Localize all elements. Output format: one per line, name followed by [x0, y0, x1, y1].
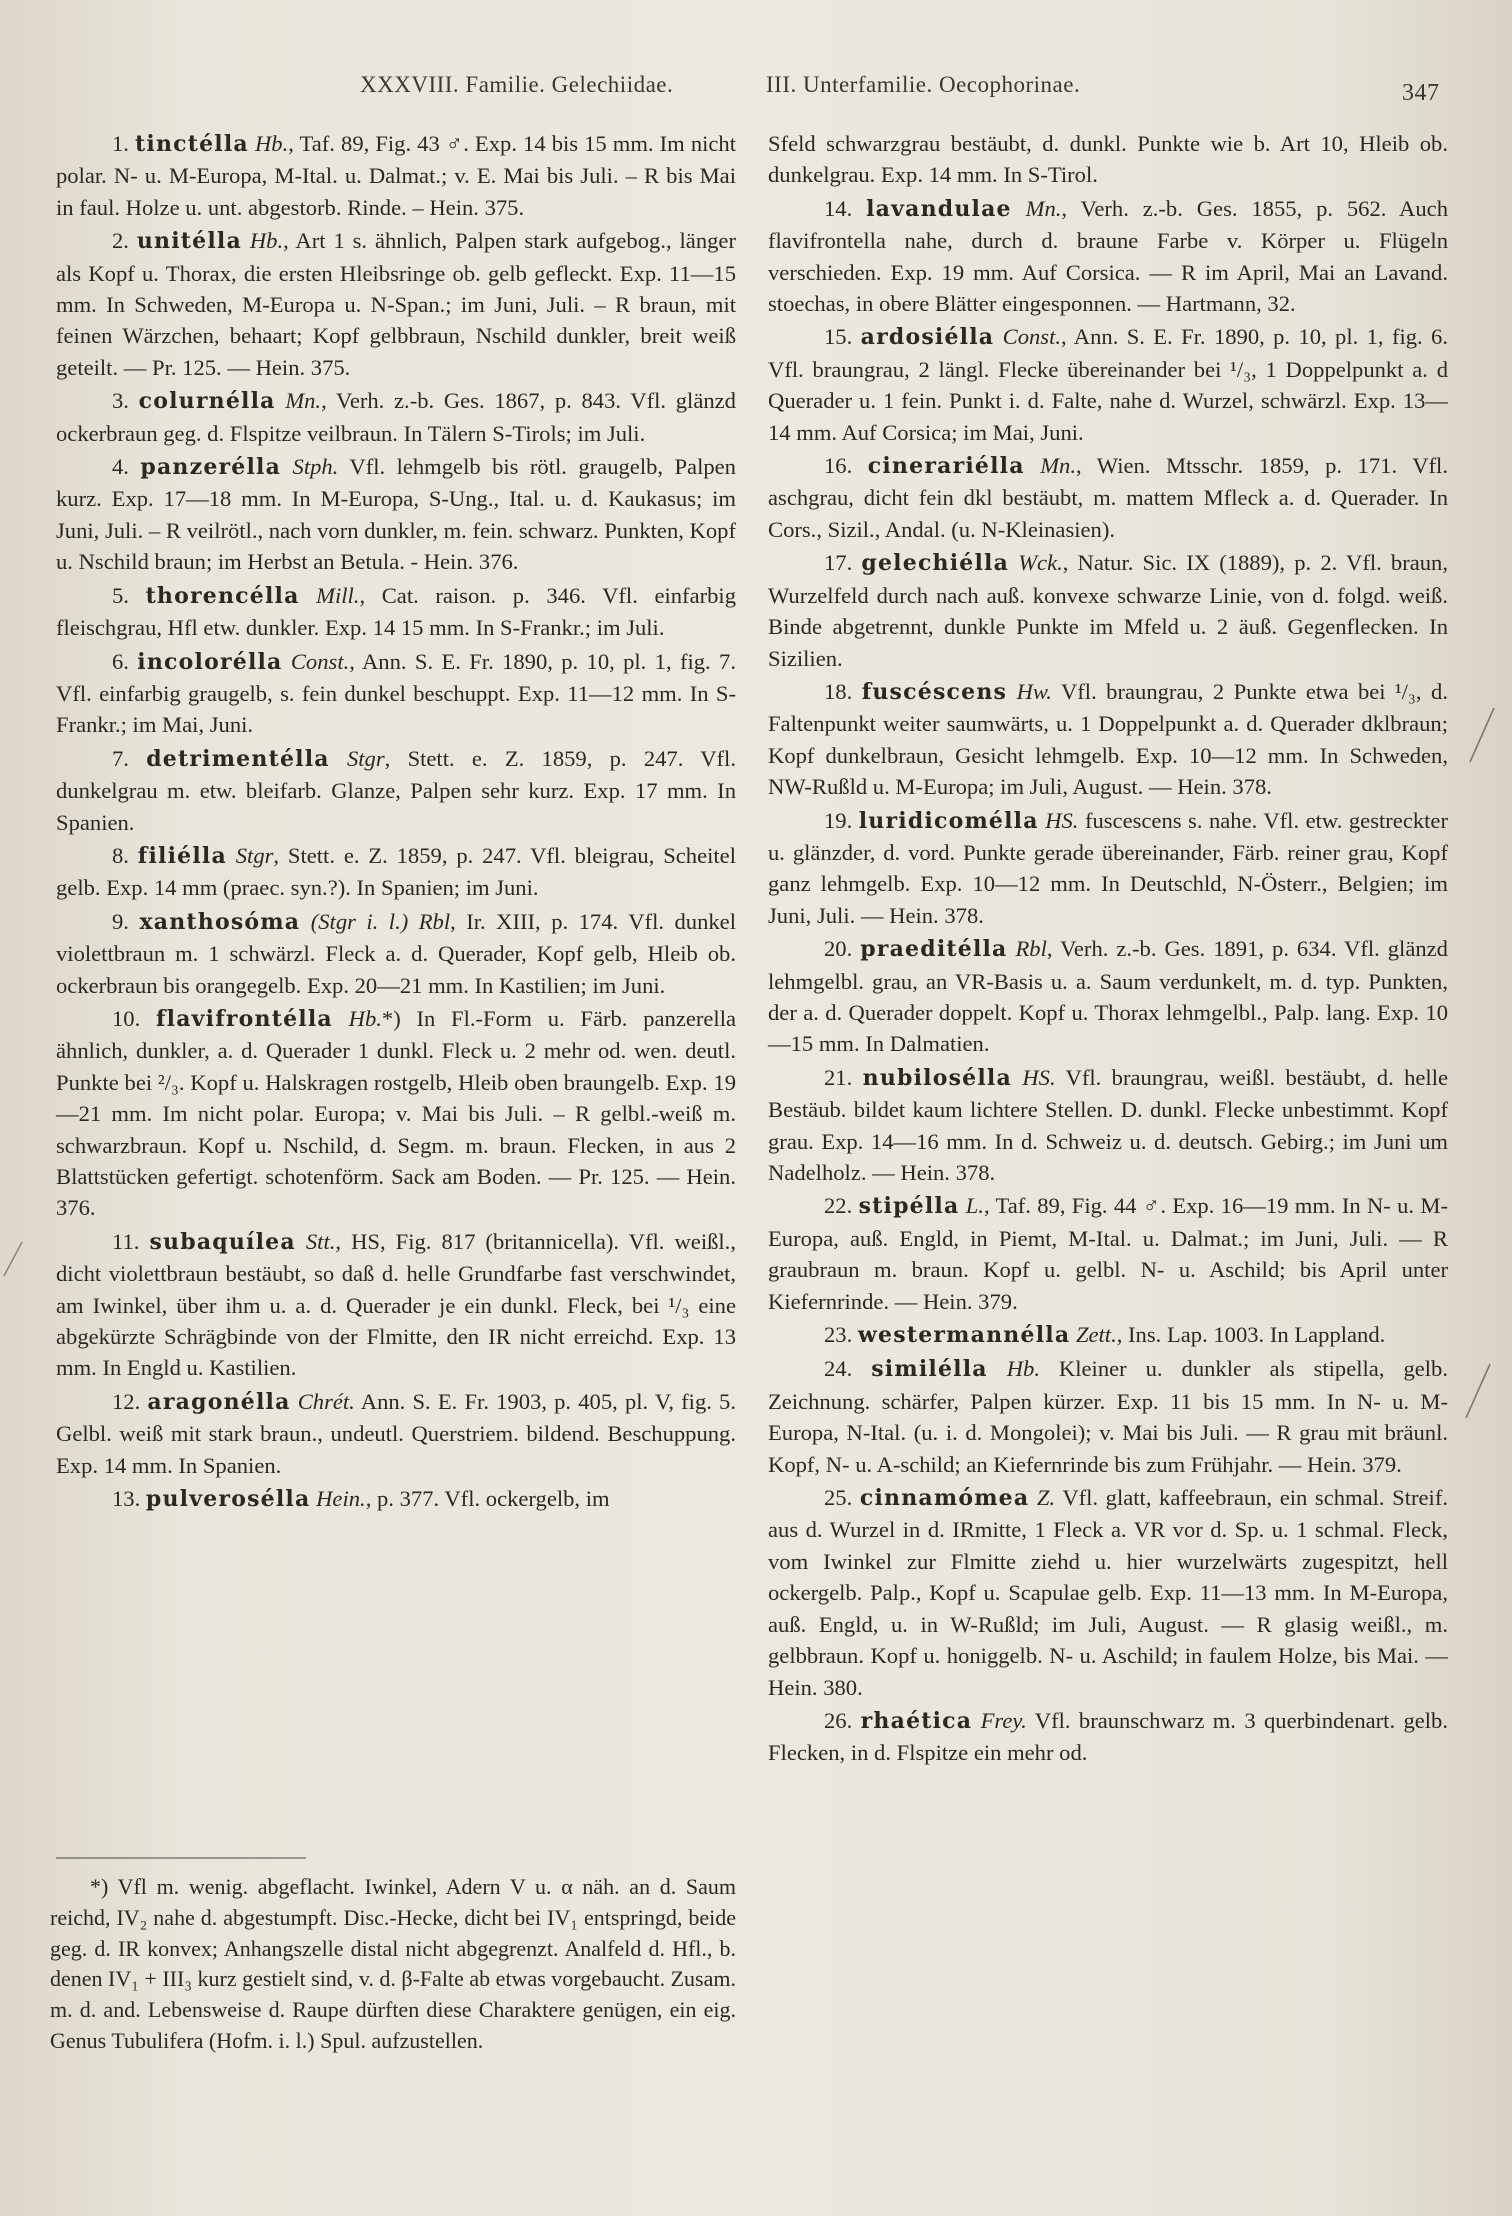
- species-entry: [56, 646, 736, 741]
- entry-description: , Verh. z.-b. Ges. 1855, p. 562. Auch flavifrontella nahe, durch d. braune Farbe v. Körper u. Flügeln verschieden. Exp. 19 mm. Auf Corsica. — R im April, Mai an Lavand. stoechas, in obere Blätter eingesponnen. — Hartmann, 32.: [768, 195, 1448, 317]
- entry-number: 26.: [824, 1707, 853, 1733]
- entry-number: 23.: [824, 1322, 853, 1348]
- entry-number: 9.: [112, 908, 129, 934]
- species-name: pulverosélla: [145, 1486, 311, 1513]
- species-name: similélla: [871, 1356, 988, 1383]
- entry-number: 18.: [824, 678, 853, 704]
- entry-description: , Wien. Mtsschr. 1859, p. 171. Vfl. aschgrau, dicht fein dkl bestäubt, m. mattem Mfleck a. d. Querader. In Cors., Sizil., Andal. (u. N-Kleinasien).: [768, 453, 1448, 542]
- author-citation: Chrét.: [297, 1388, 355, 1414]
- species-entry: [56, 1226, 736, 1384]
- species-entry: [768, 1353, 1448, 1480]
- entry-description: , Verh. z.-b. Ges. 1891, p. 634. Vfl. glänzd lehmgelbl. grau, an VR-Basis u. a. Saum verdunkelt, m. d. typ. Punkten, der a. d. Querader doppelt. Kopf u. Thorax lehmgelbl., Palp. lang. Exp. 10—15 mm. In Dalmatien.: [768, 936, 1448, 1057]
- species-name: gelechiélla: [861, 550, 1010, 577]
- species-name: thorencélla: [145, 582, 300, 609]
- entry-description: Vfl. braungrau, weißl. bestäubt, d. helle Bestäub. bildet kaum lichtere Stellen. D. dunkl. Flecke unbestimmt. Kopf grau. Exp. 14—16 mm. In d. Schweiz u. d. deutsch. Gebirg.; im Juni um Nadelholz. — Hein. 378.: [768, 1064, 1448, 1185]
- species-name: nubilosélla: [862, 1064, 1012, 1091]
- author-citation: Mn.: [285, 388, 322, 414]
- entry-description: , Ann. S. E. Fr. 1890, p. 10, pl. 1, fig. 7. Vfl. einfarbig graugelb, s. fein dunkel beschuppt. Exp. 11—12 mm. In S-Frankr.; im Mai, Juni.: [56, 648, 736, 738]
- entry-description: Sfeld schwarzgrau bestäubt, d. dunkl. Punkte wie b. Art 10, Hleib ob. dunkelgrau. Exp. 14 mm. In S-Tirol.: [768, 131, 1448, 188]
- species-entry: [768, 321, 1448, 448]
- species-name: panzerélla: [140, 454, 282, 481]
- species-entry: [56, 225, 736, 383]
- entry-description: *) In Fl.-Form u. Färb. panzerella ähnlich, dunkler, a. d. Querader 1 dunkl. Fleck u. 2 mehr od. wen. deutl. Punkte bei ²/₃. Kopf u. Halskragen rostgelb, Hleib oben braungelb. Exp. 19—21 mm. Im nicht polar. Europa; v. Mai bis Juli. – R gelbl.-weiß m. schwarzbraun. Kopf u. Nschild, d. Segm. m. braun. Flecken, in aus 2 Blattstücken gefertigt. schotenförm. Sack am Boden. — Pr. 125. — Hein. 376.: [56, 1005, 737, 1221]
- author-citation: Stph.: [292, 454, 339, 480]
- entry-number: 8.: [112, 842, 129, 868]
- author-citation: Zett.: [1075, 1322, 1117, 1348]
- species-entry: [56, 906, 736, 1001]
- species-entry: [56, 743, 736, 838]
- species-entry: [768, 547, 1448, 674]
- left-column: [56, 128, 736, 1517]
- species-name: praeditélla: [860, 936, 1008, 963]
- species-name: tinctélla: [135, 131, 249, 157]
- species-entry: [56, 1003, 736, 1224]
- author-citation: Frey.: [980, 1707, 1027, 1733]
- footnote-rule: [56, 1856, 306, 1860]
- entry-number: 5.: [112, 582, 129, 608]
- author-citation: Wck.: [1018, 550, 1063, 576]
- footnote: *) Vfl m. wenig. abgeflacht. Iwinkel, Adern V u. α näh. an d. Saum reichd, IV₂ nahe d. abgestumpft. Disc.-Hecke, dicht bei IV₁ entspringd, beide geg. d. IR konvex; Anhangszelle distal nicht abgegrenzt. Analfeld d. Hfl., b. denen IV₁ + III₃ kurz gestielt sind, v. d. β-Falte ab etwas vorgebaucht. Zusam. m. d. and. Lebensweise d. Raupe dürften diese Charaktere genügen, ein eig. Genus Tubulifera (Hofm. i. l.) Spul. aufzustellen.: [50, 1874, 736, 2053]
- margin-pencil-mark: [0, 1232, 30, 1282]
- species-entry: [56, 840, 736, 904]
- entry-number: 19.: [824, 807, 853, 833]
- entry-number: 11.: [112, 1228, 140, 1254]
- entry-description: fuscescens s. nahe. Vfl. etw. gestreckter u. glänzder, d. vord. Punkte gerade übereinander, Färb. reiner grau, Kopf ganz lehmgelb. Exp. 10—12 mm. In Deutschld, N-Österr., Belgien; im Juni, Juli. — Hein. 378.: [768, 807, 1448, 928]
- species-name: luridicomélla: [858, 807, 1039, 834]
- right-column: [768, 128, 1448, 1771]
- entry-description: , Ins. Lap. 1003. In Lappland.: [1116, 1322, 1386, 1348]
- species-entry: [768, 676, 1448, 803]
- species-entry: [56, 385, 736, 449]
- author-citation: (Stgr i. l.) Rbl: [310, 908, 451, 934]
- species-name: westermannélla: [857, 1322, 1071, 1349]
- author-citation: Hb.: [249, 228, 284, 254]
- species-name: cinerariélla: [867, 453, 1025, 480]
- author-citation: Z.: [1036, 1485, 1056, 1511]
- species-entry: [768, 1319, 1448, 1351]
- entry-number: 6.: [112, 648, 129, 674]
- author-citation: Stgr: [346, 745, 385, 771]
- species-entry: [56, 451, 736, 578]
- entry-number: 14.: [824, 195, 853, 221]
- entry-number: 20.: [824, 936, 853, 962]
- species-name: cinnamómea: [859, 1485, 1030, 1512]
- entry-description: , p. 377. Vfl. ockergelb, im: [365, 1486, 610, 1512]
- entry-description: , Cat. raison. p. 346. Vfl. einfarbig fleischgrau, Hfl etw. dunkler. Exp. 14 15 mm. In S-Frankr.; im Juli.: [56, 582, 736, 641]
- species-name: stipélla: [858, 1193, 960, 1220]
- species-name: ardosiélla: [860, 324, 995, 351]
- entry-description: Ann. S. E. Fr. 1903, p. 405, pl. V, fig. 5. Gelbl. weiß mit stark braun., undeutl. Querstriem. bildend. Beschuppung. Exp. 14 mm. In Spanien.: [56, 1388, 736, 1478]
- species-name: aragonélla: [147, 1388, 291, 1415]
- author-citation: Stt.: [305, 1228, 336, 1254]
- author-citation: Hb.: [254, 131, 289, 156]
- species-entry: [768, 1482, 1448, 1703]
- entry-description: , Art 1 s. ähnlich, Palpen stark aufgebog., länger als Kopf u. Thorax, die ersten Hleibsringe ob. gelb gefleckt. Exp. 11—15 mm. In Schweden, M-Europa u. N-Span.; im Juni, Juli. – R braun, mit feinen Wärzchen, behaart; Kopf gelbbraun, Nschild dunkler, breit weiß geteilt. — Pr. 125. — Hein. 375.: [56, 228, 736, 380]
- author-citation: Rbl: [1015, 936, 1047, 962]
- author-citation: Hb.: [1006, 1356, 1040, 1382]
- entry-description: Kleiner u. dunkler als stipella, gelb. Zeichnung. schärfer, Palpen kürzer. Exp. 11 bis 15 mm. In N- u. M-Europa, N-Ital. (u. i. d. Mongolei); v. Mai bis Juli. — R grau mit bräunl. Kopf, N- u. A-schild; an Kiefernrinde bis zum Frühjahr. — Hein. 379.: [768, 1356, 1448, 1477]
- entry-description: Vfl. glatt, kaffeebraun, ein schmal. Streif. aus d. Wurzel in d. IRmitte, 1 Fleck a. VR vor d. Sp. u. 1 schmal. Fleck, vom Iwinkel zur Flmitte ziehd u. hier wurzelwärts zugespitzt, hell ockergelb. Palp., Kopf u. Scapulae gelb. Exp. 11—13 mm. In M-Europa, auß. Engld, u. in W-Rußld; im Juli, August. — R glasig weißl., m. gelbbraun. Kopf u. honiggelb. N- u. Aschild; in faulem Holze, bis Mai. — Hein. 380.: [768, 1485, 1449, 1700]
- entry-number: 1.: [112, 131, 129, 156]
- species-name: rhaética: [860, 1707, 973, 1734]
- running-header-family: XXXVIII. Familie. Gelechiidae.: [360, 72, 674, 97]
- species-entry: [56, 1483, 736, 1515]
- entry-description: , HS, Fig. 817 (britannicella). Vfl. weißl., dicht violettbraun bestäubt, so daß d. helle Grundfarbe fast verschwindet, am Iwinkel, über ihm u. a. d. Querader je ein dunkl. Fleck, bei ¹/₃ eine abgekürzte Schrägbinde von der Flmitte, den IR nicht erreichd. Exp. 13 mm. In Engld u. Kastilien.: [56, 1228, 736, 1381]
- author-citation: Hw.: [1016, 678, 1052, 704]
- running-header-subfamily: III. Unterfamilie. Oecophorinae.: [766, 72, 1081, 97]
- author-citation: Const.: [1002, 324, 1062, 350]
- entry-number: 22.: [824, 1193, 853, 1219]
- entry-description: , Taf. 89, Fig. 43 ♂. Exp. 14 bis 15 mm. Im nicht polar. N- u. M-Europa, M-Ital. u. Dalmat.; v. E. Mai bis Juli. – R bis Mai in faul. Holze u. unt. abgestorb. Rinde. – Hein. 375.: [56, 131, 736, 220]
- entry-number: 2.: [112, 228, 129, 254]
- entry-number: 21.: [824, 1064, 853, 1090]
- species-name: flavifrontélla: [156, 1005, 333, 1032]
- entry-number: 3.: [112, 388, 129, 414]
- species-entry: [768, 193, 1448, 320]
- species-name: colurnélla: [138, 388, 276, 415]
- entry-description: , Ann. S. E. Fr. 1890, p. 10, pl. 1, fig. 6. Vfl. braungrau, 2 längl. Flecke übereinander bei ¹/₃, 1 Doppelpunkt a. d Querader u. 1 fein. Punkt i. d. Falte, nahe d. Wurzel, schwärzl. Exp. 13—14 mm. Auf Corsica; im Mai, Juni.: [768, 324, 1448, 445]
- author-citation: HS.: [1022, 1064, 1056, 1090]
- entry-number: 25.: [824, 1485, 853, 1511]
- species-entry: [768, 1705, 1448, 1769]
- author-citation: Stgr: [235, 842, 274, 868]
- species-name: filiélla: [137, 842, 227, 869]
- author-citation: Hein.: [316, 1486, 366, 1512]
- author-citation: L.: [965, 1193, 984, 1219]
- species-entry: [56, 1386, 736, 1481]
- entry-description: , Stett. e. Z. 1859, p. 247. Vfl. bleigrau, Scheitel gelb. Exp. 14 mm (praec. syn.?). In Spanien; im Juni.: [56, 842, 736, 901]
- author-citation: Mn.: [1025, 195, 1062, 221]
- species-entry: [768, 1062, 1448, 1189]
- species-entry: [768, 128, 1448, 191]
- entry-description: Vfl. braungrau, 2 Punkte etwa bei ¹/₃, d. Faltenpunkt weiter saumwärts, u. 1 Doppelpunkt a. d. Querader dklbraun; Kopf dunkelbraun, Gesicht lehmgelb. Exp. 10—12 mm. In Schweden, NW-Rußld u. M-Europa; im Juli, August. — Hein. 378.: [768, 678, 1448, 800]
- entry-description: Vfl. lehmgelb bis rötl. graugelb, Palpen kurz. Exp. 17—18 mm. In M-Europa, S-Ung., Ital. u. d. Kaukasus; im Juni, Juli. – R veilrötl., nach vorn dunkler, m. fein. schwarz. Punkten, Kopf u. Nschild braun; im Herbst an Betula. - Hein. 376.: [56, 454, 736, 575]
- entry-description: , Stett. e. Z. 1859, p. 247. Vfl. dunkelgrau m. etw. bleifarb. Glanze, Palpen sehr kurz. Exp. 17 mm. In Spanien.: [56, 745, 736, 835]
- entry-description: , Ir. XIII, p. 174. Vfl. dunkel violettbraun m. 1 schwärzl. Fleck a. d. Querader, Kopf gelb, Hleib ob. ockerbraun bis orangegelb. Exp. 20—21 mm. In Kastilien; im Juni.: [56, 908, 736, 998]
- species-entry: [56, 128, 736, 223]
- entry-description: Vfl. braunschwarz m. 3 querbindenart. gelb. Flecken, in d. Flspitze ein mehr od.: [768, 1707, 1449, 1766]
- species-entry: [56, 580, 736, 644]
- entry-number: 7.: [112, 745, 129, 771]
- species-name: unitélla: [136, 228, 242, 255]
- species-entry: [768, 805, 1448, 932]
- author-citation: Hb.: [348, 1005, 382, 1031]
- author-citation: Const.: [290, 648, 350, 674]
- entry-number: 16.: [824, 453, 853, 479]
- species-name: incolorélla: [137, 648, 283, 675]
- entry-number: 13.: [112, 1486, 141, 1512]
- page-number: 347: [1402, 80, 1440, 106]
- margin-pencil-mark: [1458, 1356, 1498, 1426]
- species-name: subaquílea: [149, 1228, 296, 1255]
- entry-description: , Natur. Sic. IX (1889), p. 2. Vfl. braun, Wurzelfeld durch nach auß. konvexe schwarze Linie, von d. folgd. weiß. Binde abgetrennt, dunkle Punkte im Mfeld u. 2 äuß. Gegenflecken. In Sizilien.: [768, 550, 1449, 671]
- entry-description: , Verh. z.-b. Ges. 1867, p. 843. Vfl. glänzd ockerbraun geg. d. Flspitze veilbraun. In Tälern S-Tirols; im Juli.: [56, 388, 736, 446]
- author-citation: Mn.: [1040, 453, 1076, 479]
- species-name: detrimentélla: [146, 745, 330, 772]
- species-entry: [768, 450, 1448, 545]
- entry-number: 4.: [112, 454, 129, 480]
- entry-number: 12.: [112, 1388, 141, 1414]
- margin-pencil-mark: [1462, 700, 1502, 770]
- author-citation: Mill.: [316, 582, 360, 608]
- entry-description: , Taf. 89, Fig. 44 ♂. Exp. 16—19 mm. In N- u. M-Europa, auß. Engld, in Piemt, M-Ital. u. Dalmat.; im Juni, Juli. — R graubraun m. braun. Kopf u. gelbl. N- u. Aschild; bis April unter Kiefernrinde. — Hein. 379.: [768, 1193, 1448, 1314]
- entry-number: 24.: [824, 1356, 853, 1382]
- species-entry: [768, 1190, 1448, 1317]
- species-name: xanthosóma: [139, 908, 301, 935]
- species-entry: [768, 933, 1448, 1060]
- entry-number: 10.: [112, 1005, 141, 1031]
- author-citation: HS.: [1045, 807, 1079, 833]
- species-name: fuscéscens: [861, 678, 1008, 705]
- entry-number: 15.: [824, 324, 853, 350]
- entry-number: 17.: [824, 550, 853, 576]
- species-name: lavandulae: [866, 195, 1012, 222]
